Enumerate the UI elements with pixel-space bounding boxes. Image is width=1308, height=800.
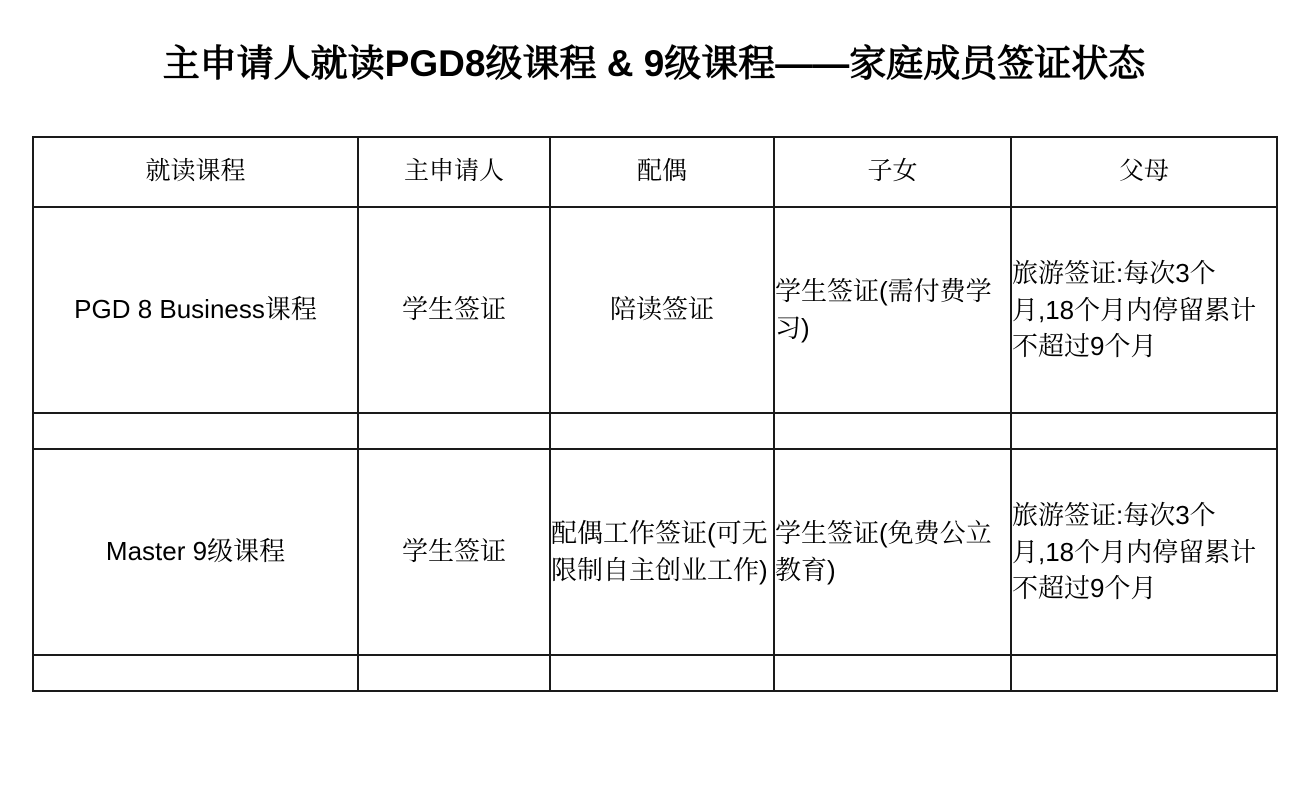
cell-parents-pgd8: 旅游签证:每次3个月,18个月内停留累计不超过9个月 xyxy=(1011,207,1277,413)
column-header-main-applicant: 主申请人 xyxy=(358,137,550,207)
visa-status-table xyxy=(32,136,1278,692)
column-header-course: 就读课程 xyxy=(33,137,358,207)
spacer-cell xyxy=(1011,655,1277,691)
cell-children-master9: 学生签证(免费公立教育) xyxy=(774,449,1011,655)
cell-spouse-pgd8: 陪读签证 xyxy=(550,207,774,413)
cell-main-applicant-pgd8: 学生签证 xyxy=(358,207,550,413)
spacer-cell xyxy=(33,655,358,691)
spacer-cell xyxy=(774,413,1011,449)
table-header-row xyxy=(33,137,1277,207)
spacer-cell xyxy=(774,655,1011,691)
spacer-cell xyxy=(1011,413,1277,449)
page-title: 主申请人就读PGD8级课程 & 9级课程——家庭成员签证状态 xyxy=(162,43,1146,84)
cell-spouse-master9: 配偶工作签证(可无限制自主创业工作) xyxy=(550,449,774,655)
column-header-parents: 父母 xyxy=(1011,137,1277,207)
cell-parents-master9: 旅游签证:每次3个月,18个月内停留累计不超过9个月 xyxy=(1011,449,1277,655)
cell-course-pgd8: PGD 8 Business课程 xyxy=(33,207,358,413)
cell-course-master9: Master 9级课程 xyxy=(33,449,358,655)
visa-status-table-container xyxy=(32,136,1276,692)
column-header-children: 子女 xyxy=(774,137,1011,207)
spacer-cell xyxy=(550,655,774,691)
spacer-cell xyxy=(33,413,358,449)
spacer-cell xyxy=(550,413,774,449)
cell-children-pgd8: 学生签证(需付费学习) xyxy=(774,207,1011,413)
table-spacer-row-2 xyxy=(33,655,1277,691)
spacer-cell xyxy=(358,413,550,449)
spacer-cell xyxy=(358,655,550,691)
table-row xyxy=(33,207,1277,413)
column-header-spouse: 配偶 xyxy=(550,137,774,207)
table-spacer-row-1 xyxy=(33,413,1277,449)
cell-main-applicant-master9: 学生签证 xyxy=(358,449,550,655)
table-row xyxy=(33,449,1277,655)
